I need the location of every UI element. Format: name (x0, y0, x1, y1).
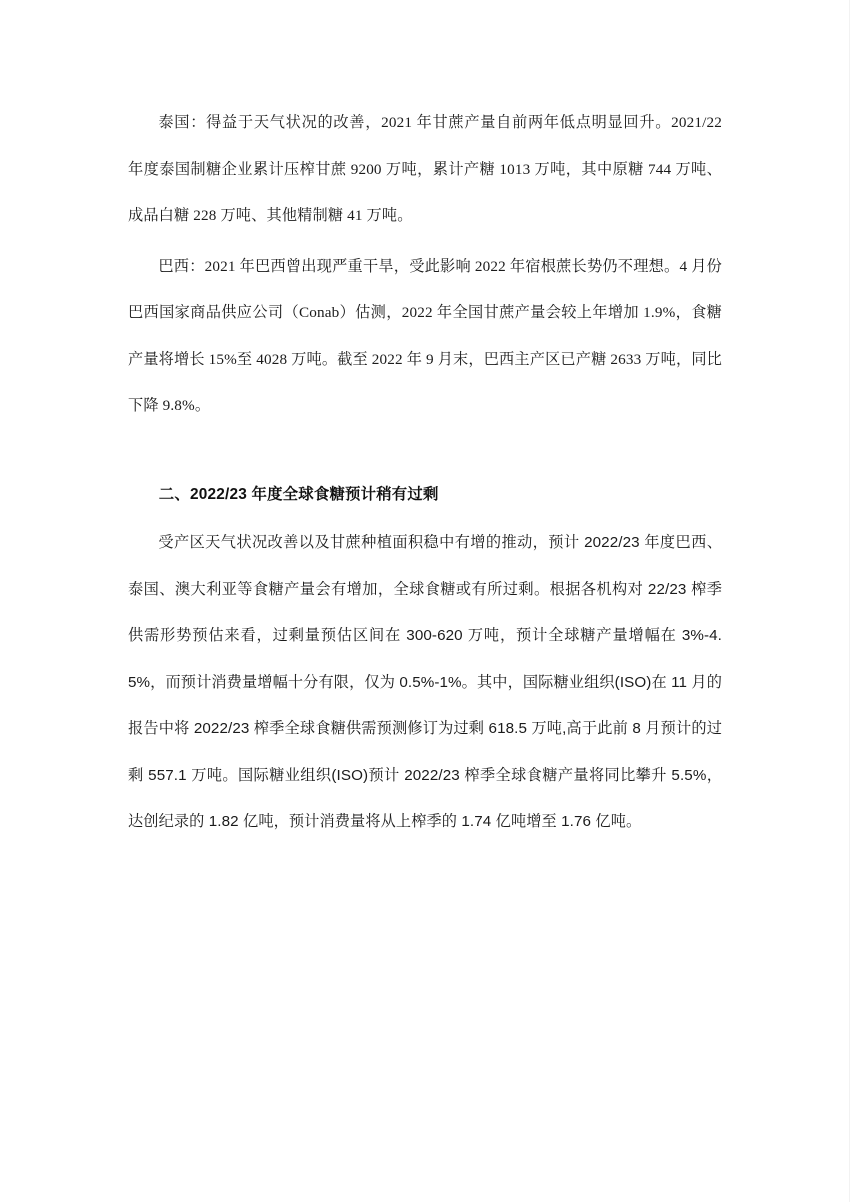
page-bottom-whitespace (128, 846, 722, 1186)
section-two (128, 472, 722, 846)
paragraph-thailand: 泰国：得益于天气状况的改善，2021 年甘蔗产量自前两年低点明显回升。2021/22 年度泰国制糖企业累计压榨甘蔗 9200 万吨，累计产糖 1013 万吨，其中原糖 744 万吨、成品白糖 228 万吨、其他精制糖 41 万吨。 (128, 114, 722, 224)
heading-spacer (128, 430, 722, 472)
paragraph-brazil: 巴西：2021 年巴西曾出现严重干旱，受此影响 2022 年宿根蔗长势仍不理想。4 月份巴西国家商品供应公司（Conab）估测，2022 年全国甘蔗产量会较上年增加 1.9%，食糖产量将增长 15%至 4028 万吨。截至 2022 年 9 月末，巴西主产区已产糖 2633 万吨，同比下降 9.8%。 (128, 257, 722, 414)
page-content (128, 100, 722, 1186)
section-heading: 二、2022/23 年度全球食糖预计稍有过剩 (158, 485, 439, 503)
paragraph-global-surplus: 受产区天气状况改善以及甘蔗种植面积稳中有增的推动，预计 2022/23 年度巴西、泰国、澳大利亚等食糖产量会有增加，全球食糖或有所过剩。根据各机构对 22/23 榨季供需形势预估来看，过剩量预估区间在 300-620 万吨，预计全球糖产量增幅在 3%-4.5%，而预计消费量增幅十分有限，仅为 0.5%-1%。其中，国际糖业组织(ISO)在 11 月的报告中将 2022/23 榨季全球食糖供需预测修订为过剩 618.5 万吨,高于此前 8 月预计的过剩 557.1 万吨。国际糖业组织(ISO)预计 2022/23 榨季全球食糖产量将同比攀升 5.5%，达创纪录的 1.82 亿吨，预计消费量将从上榨季的 1.74 亿吨增至 1.76 亿吨。 (128, 534, 722, 830)
section-one (128, 100, 722, 430)
